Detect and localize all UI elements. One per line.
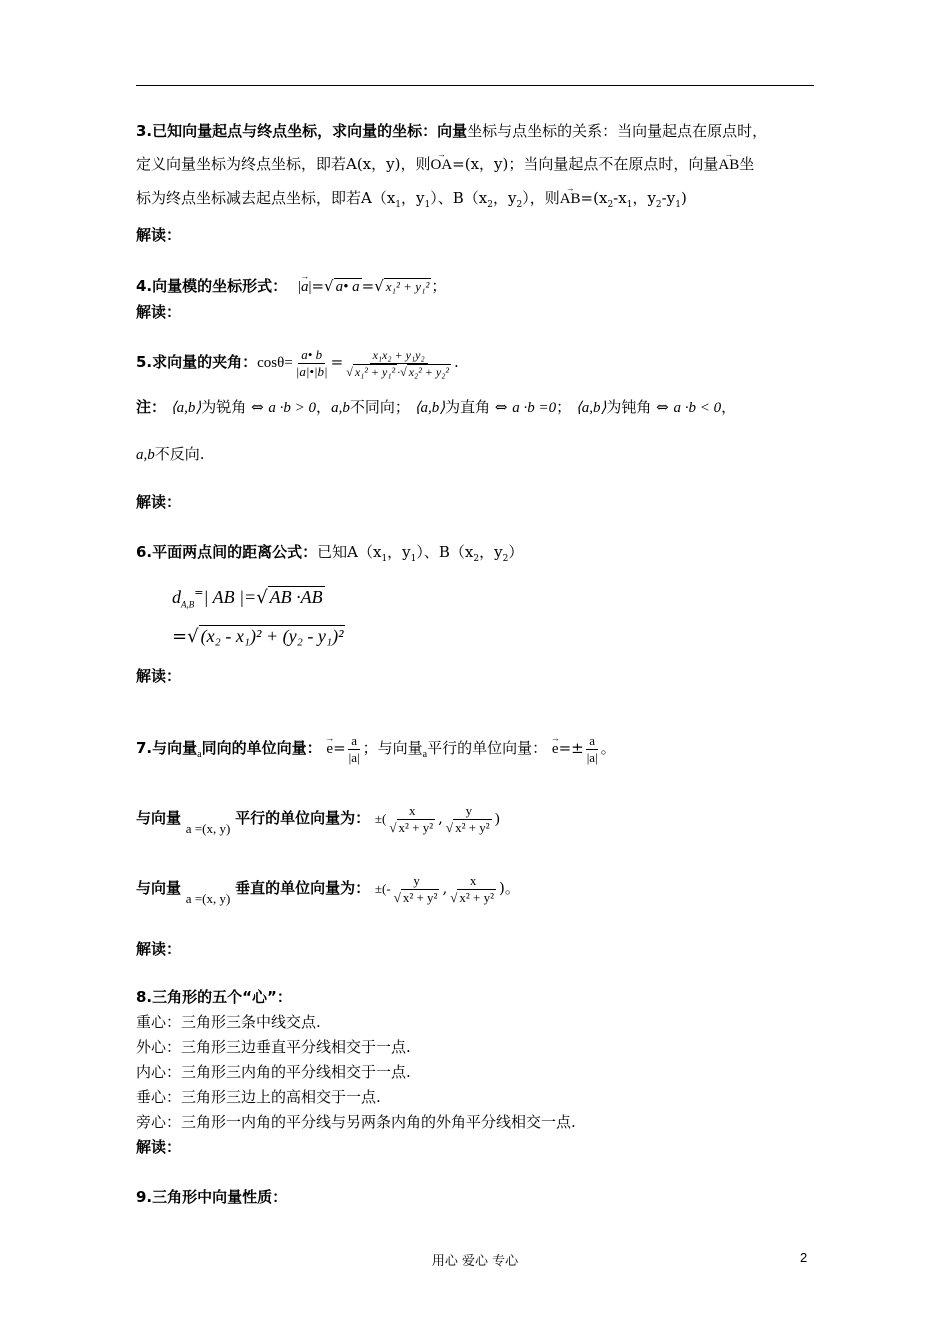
- fraction-dot-over-abs: $\frac{a• b}{|a|•|b|}$: [295, 346, 328, 379]
- fraction-y: $\frac{y}{\text{√ x² + y²}}$: [445, 802, 490, 835]
- section-8: [136, 985, 816, 1160]
- s3-line-1: 3.已知向量起点与终点坐标，求向量的坐标：向量坐标与点坐标的关系：当向量起点在原点时，: [136, 122, 768, 140]
- sqrt-x1-y1: √ x₁² + y₁²: [374, 277, 430, 295]
- s9-title: 9.三角形中向量性质：: [136, 1188, 288, 1206]
- distance-formula-1: $d_{A,B}^=|$ AB |=√ AB ·AB: [172, 586, 323, 610]
- footer-text: 用心 爱心 专心: [431, 1254, 519, 1269]
- s7-title: 7.与向量: [136, 739, 198, 757]
- section-4: 4.向量模的坐标形式： |→ a|=√ a• a =√ x₁² + y₁² ；: [136, 272, 816, 302]
- fraction-a-over-abs-a: $\frac{a}{|a|}$: [348, 732, 360, 765]
- page-number: 2: [800, 1250, 808, 1265]
- list-item: 内心：三角形三内角的平分线相交于一点.: [136, 1063, 411, 1081]
- s6-jiedu: 解读：: [136, 667, 182, 685]
- list-item: 重心：三角形三条中线交点.: [136, 1013, 321, 1031]
- section-7-line-1: 7.与向量$_a$同向的单位向量： → e= $\frac{a}{|a|}$ ；与向量$_a$平行的单位向量： → e=± $\frac{a}{|a|}$ 。: [136, 728, 816, 775]
- abs-a: → a: [301, 273, 309, 302]
- fraction-coordinates: $\frac{\text{x₁x₂ + y₁y₂}}{\text{√ x₁² + y₁² ·√ x₂² + y₂²}}$: [346, 347, 449, 379]
- s6-title: 6.平面两点间的距离公式：: [136, 543, 318, 561]
- note-block: 注： ⟨a,b⟩为锐角 ⇔ a ·b > 0，a,b不同向； ⟨a,b⟩为直角 ⇔ a ·b =0； ⟨a,b⟩为钝角 ⇔ a ·b < 0，: [136, 398, 737, 416]
- fraction-x-perp: $\frac{x}{\text{√ x² + y²}}$: [450, 872, 495, 905]
- fraction-y-perp: $\frac{y}{\text{√ x² + y²}}$: [393, 872, 438, 905]
- s3-title: 3.已知向量起点与终点坐标，求向量的坐标：: [136, 122, 438, 140]
- a-equals-xy: a =(x, y): [185, 821, 231, 836]
- fraction-x: $\frac{x}{\text{√ x² + y²}}$: [389, 802, 434, 835]
- section-5: 5.求向量的夹角：cosθ= $\frac{a• b}{|a|•|b|}$ = $\frac{\text{x₁x₂ + y₁y₂}}{\text{√ x₁² + y₁² ·√ x₂² + y₂²}}$ .: [136, 346, 459, 379]
- section-6-title: 6.平面两点间的距离公式：已知$A(x_1$，$y_1$）、$B(x_2$，$y_2$）: [136, 543, 524, 564]
- sqrt-a-dot-a: √ a• a: [324, 277, 360, 295]
- unit-vector-e-2: → e: [552, 729, 559, 769]
- s3-line-2: 定义向量坐标为终点坐标，即若A(x，y)，则→ OA=(x，y)；当向量起点不在原点时，向量→ AB坐: [136, 150, 816, 180]
- s5-jiedu: 解读：: [136, 493, 182, 511]
- s5-title: 5.求向量的夹角：: [136, 353, 258, 371]
- s4-jiedu: 解读：: [136, 303, 182, 321]
- list-item: 旁心：三角形一内角的平分线与另两条内角的外角平分线相交一点.: [136, 1113, 576, 1131]
- note-label: 注：: [136, 398, 167, 416]
- s8-jiedu: 解读：: [136, 1138, 182, 1156]
- list-item: 外心：三角形三边垂直平分线相交于一点.: [136, 1038, 411, 1056]
- list-item: 垂心：三角形三边上的高相交于一点.: [136, 1088, 381, 1106]
- distance-formula-2: =√ (x₂ - x₁)² + (y₂ - y₁)²: [172, 626, 344, 647]
- section-7-perpendicular: 与向量 a =(x, y) 垂直的单位向量为： ±(- $\frac{y}{\text{√ x² + y²}}$ , $\frac{x}{\text{√ x² + y²}}$ )。: [136, 872, 520, 906]
- fraction-a-over-abs-a-2: $\frac{a}{|a|}$: [586, 732, 598, 765]
- vector-oa: → OA: [430, 151, 452, 180]
- section-3: [136, 117, 816, 220]
- a-equals-xy-2: a =(x, y): [185, 891, 231, 906]
- section-7-parallel: 与向量 a =(x, y) 平行的单位向量为： ±( $\frac{x}{\text{√ x² + y²}}$ , $\frac{y}{\text{√ x² + y²}}$ ): [136, 802, 500, 836]
- s3-jiedu: 解读：: [136, 226, 182, 244]
- s8-title: 8.三角形的五个“心”：: [136, 988, 292, 1006]
- header-rule: [136, 85, 814, 86]
- s3-line-3: 标为终点坐标减去起点坐标，即若$A(x_1$，$y_1$）、$B(x_2$，$y_2$），则→ $AB=(x_2-x_1$，$y_2-y_1$): [136, 184, 816, 220]
- s4-title: 4.向量模的坐标形式：: [136, 277, 288, 295]
- vector-ab: → AB: [718, 151, 739, 180]
- s7-jiedu: 解读：: [136, 940, 182, 958]
- unit-vector-e: → e: [326, 729, 333, 769]
- note-line-2: a,b不反向.: [136, 445, 205, 463]
- vector-ab-2: → AB: [560, 185, 581, 214]
